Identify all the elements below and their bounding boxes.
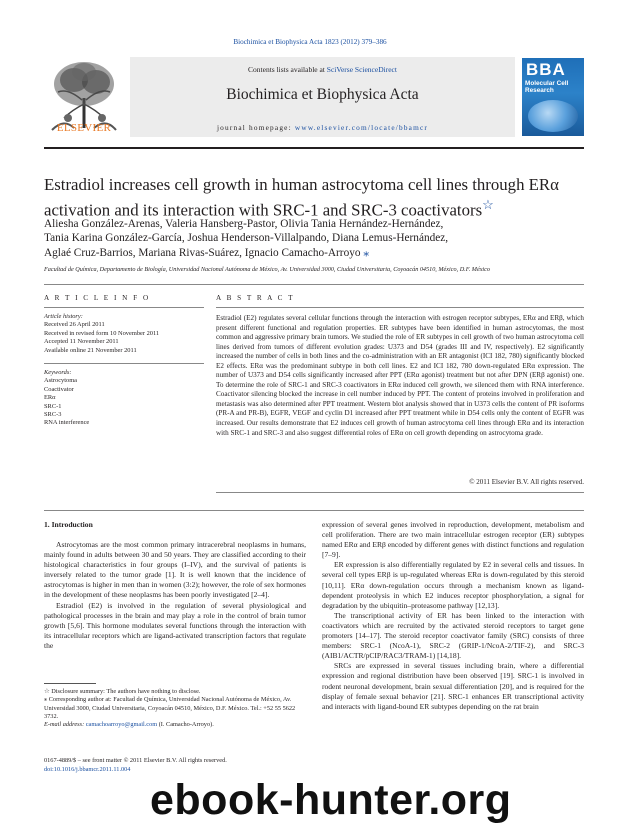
introduction-heading: 1. Introduction <box>44 520 93 529</box>
history-label: Article history: <box>44 313 83 320</box>
issn-line: 0167-4889/$ – see front matter © 2011 Elsevier B.V. All rights reserved. <box>44 757 227 764</box>
journal-homepage <box>130 123 515 132</box>
homepage-prefix: journal homepage: <box>216 123 295 132</box>
affiliation-divider <box>44 284 584 285</box>
history-item: Received in revised form 10 November 2011 <box>44 329 160 337</box>
history-item: Received 26 April 2011 <box>44 321 105 329</box>
cover-subtitle: Molecular Cell Research <box>525 80 569 94</box>
keyword-item: Astrocytoma <box>44 377 78 385</box>
email-link[interactable]: camachoarroyo@gmail.com <box>85 721 158 729</box>
email-label: E-mail address: <box>44 721 86 729</box>
keywords-divider <box>44 363 204 364</box>
journal-title: Biochimica et Biophysica Acta <box>226 86 419 103</box>
history-item: Accepted 11 November 2011 <box>44 338 119 346</box>
body-paragraph: SRCs are expressed in several tissues including brain, where a differential expression and regional distribution have been observed [19]. SRC-1 is involved in rodent neuronal development, brain sexual differentiation [20], and is required for the display of female sexual behavior [21]. SRC-1 enhances ER transcriptional activity and interacts with ligand-bound ER subtypes depending on the rat brain <box>322 661 584 711</box>
sciencedirect-link[interactable]: SciVerse ScienceDirect <box>326 65 397 74</box>
abstract-text: Estradiol (E2) regulates several cellular functions through the interaction with estrogen receptor subtypes, ERα and ERβ, which present different functional and regulation properties. ER subtypes have been identified in human astrocytomas, the most common and aggressive primary brain tumors. We studied the role of ER subtypes in cell growth of two human astrocytoma cell lines derived from tumors of different evolution grades: U373 and D54 (grades III and IV, respectively). E2 significantly increased the number of cells in both lines and the co-administration with an ER antagonist (ICI 182, 780) significantly blocked E2 effects. ERα was the predominant subtype in both cell lines. E2 and ICI 182, 780 down-regulated ERα expression. The number of U373 and D54 cells significantly increased after PPT (ERα agonist) treatment but not after DPN (ERβ agonist) one. To determine the role of SRC-1 and SRC-3 coactivators in ERα induced cell growth, we silenced them with RNA interference. Coactivator silencing blocked the increase in cell number induced by PPT. The content of proteins involved in proliferation and metastasis was also determined after PPT treatment. Western blot analysis showed that in U373 cells the content of PR isoforms (PR-A and PR-B), EGFR, VEGF and cyclin D1 increased after PPT treatment while in D54 cells only the content of EGFR was increased. Our results demonstrate that E2 induces cell growth of human astrocytoma cell lines through ERα and its interaction with SRC-1 and SRC-3 and also suggest differential roles of ERα on cell growth depending on astrocytoma grade. <box>216 314 584 437</box>
body-paragraph: Astrocytomas are the most common primary intracerebral neoplasms in humans, mainly found in adults between 30 and 50 years. They are classified according to their histological characteristics in four groups (I–IV), and the survival of patients is inversely related to the tumor grade [1]. It is well known that the incidence of astrocytomas is higher in men than in women (3:2); however, the role of sex hormones in the development of these neoplasms has been poorly investigated [2–4]. <box>44 540 306 600</box>
author-list <box>44 217 584 260</box>
keywords-label: Keywords: <box>44 369 72 376</box>
footnotes <box>44 688 306 729</box>
disclosure-footnote: ☆ Disclosure summary: The authors have nothing to disclose. <box>44 688 201 695</box>
keyword-item: RNA interference <box>44 419 90 427</box>
body-left-column <box>44 540 306 651</box>
title-footnote-mark[interactable]: ☆ <box>482 197 494 212</box>
journal-reference[interactable]: Biochimica et Biophysica Acta 1823 (2012) 379–386 <box>233 38 387 46</box>
email-suffix: (I. Camacho-Arroyo). <box>157 721 214 729</box>
elsevier-tree-logo-icon <box>44 58 124 132</box>
footnote-divider <box>44 683 96 684</box>
abstract-divider <box>216 307 584 308</box>
body-paragraph: Estradiol (E2) is involved in the regulation of several physiological and pathological processes in the brain and may play a role in the control of brain tumor growth [5,6]. This hormone modulates several functions through the interaction with its intracellular receptors which are ligand-activated transcription factors that regulate the <box>44 600 306 650</box>
abstract-end-divider <box>216 492 584 493</box>
author-line: Aliesha González-Arenas, Valeria Hansberg-Pastor, Olivia Tania Hernández-Hernández, <box>44 218 444 230</box>
keyword-item: SRC-3 <box>44 411 62 419</box>
watermark-text: ebook-hunter.org <box>150 776 512 824</box>
keyword-item: Coactivator <box>44 385 74 393</box>
article-info-heading: A R T I C L E I N F O <box>44 294 151 302</box>
abstract-heading: A B S T R A C T <box>216 294 295 302</box>
body-paragraph: ER expression is also differentially regulated by E2 in several cells and tissues. In several cell types ERβ is up-regulated whereas ERα is down-regulated by this steroid [10,11]. ERα down-regulation occurs through a mechanism known as ligand-dependent proteolysis in which E2 induces receptor phosphorylation, a signal for degradation by the ubiquitin–proteasome pathway [12,13]. <box>322 560 584 610</box>
body-right-column <box>322 520 584 712</box>
keyword-item: ERα <box>44 394 56 402</box>
keyword-item: SRC-1 <box>44 402 62 410</box>
article-title-text: Estradiol increases cell growth in human astrocytoma cell lines through ERα activation and its interaction with SRC-1 and SRC-3 coactivators <box>44 175 559 220</box>
body-paragraph: The transcriptional activity of ER has been linked to the interaction with coactivators which are recruited by the activated steroid receptors to target gene promoters [14–17]. The steroid receptor coactivator family (SRC) consists of three members: SRC-1 (NcoA-1), SRC-2 (GRIP-1/NcoA-2/TIF-2), and SRC-3 (AIB1/ACTR/pCIP/RAC3/TRAM-1) [14,18]. <box>322 610 584 661</box>
homepage-link[interactable]: www.elsevier.com/locate/bbamcr <box>294 123 429 132</box>
doi-link[interactable]: doi:10.1016/j.bbamcr.2011.11.004 <box>44 765 131 773</box>
elsevier-wordmark: ELSEVIER <box>56 122 112 134</box>
journal-cover-image <box>522 58 584 136</box>
body-paragraph: expression of several genes involved in reproduction, development, metabolism and cell proliferation. There are two main intracellular estrogen receptor (ER) subtypes named ERα and ERβ encoded by different genes with distinct functions and regulation [7–9]. <box>322 520 584 560</box>
email-footnote <box>44 721 306 729</box>
contents-line <box>130 65 515 74</box>
article-info-divider <box>44 307 204 308</box>
corresponding-author-mark[interactable]: ⁎ <box>363 246 369 259</box>
article-title <box>44 175 584 221</box>
affiliation: Facultad de Química, Departamento de Biología, Universidad Nacional Autónoma de México, Av. Universidad 3000, Ciudad Universitaria, Coyoacán 04510, México, D.F. México <box>44 266 490 273</box>
bottom-meta <box>44 757 306 774</box>
copyright: © 2011 Elsevier B.V. All rights reserved. <box>469 478 584 486</box>
author-line: Tania Karina González-García, Joshua Henderson-Villalpando, Diana Lemus-Hernández, <box>44 232 449 245</box>
header-divider <box>44 147 584 149</box>
corresponding-author-footnote: ⁎ Corresponding author at: Facultad de Química, Universidad Nacional Autónoma de México, Av. Universidad 3000, Ciudad Universitaria, Coyoacán 04510, México, D.F. México. Tel.: +52 55 5622 3732. <box>44 696 296 720</box>
cover-title: BBA <box>526 60 566 79</box>
body-divider <box>44 510 584 511</box>
author-line <box>44 246 584 260</box>
contents-prefix: Contents lists available at <box>248 65 327 74</box>
author-line-text: Aglaé Cruz-Barrios, Mariana Rivas-Suárez, Ignacio Camacho-Arroyo <box>44 246 361 259</box>
keywords <box>44 369 209 428</box>
history-item: Available online 21 November 2011 <box>44 346 137 354</box>
article-history <box>44 313 209 355</box>
cover-art-icon <box>528 100 578 132</box>
